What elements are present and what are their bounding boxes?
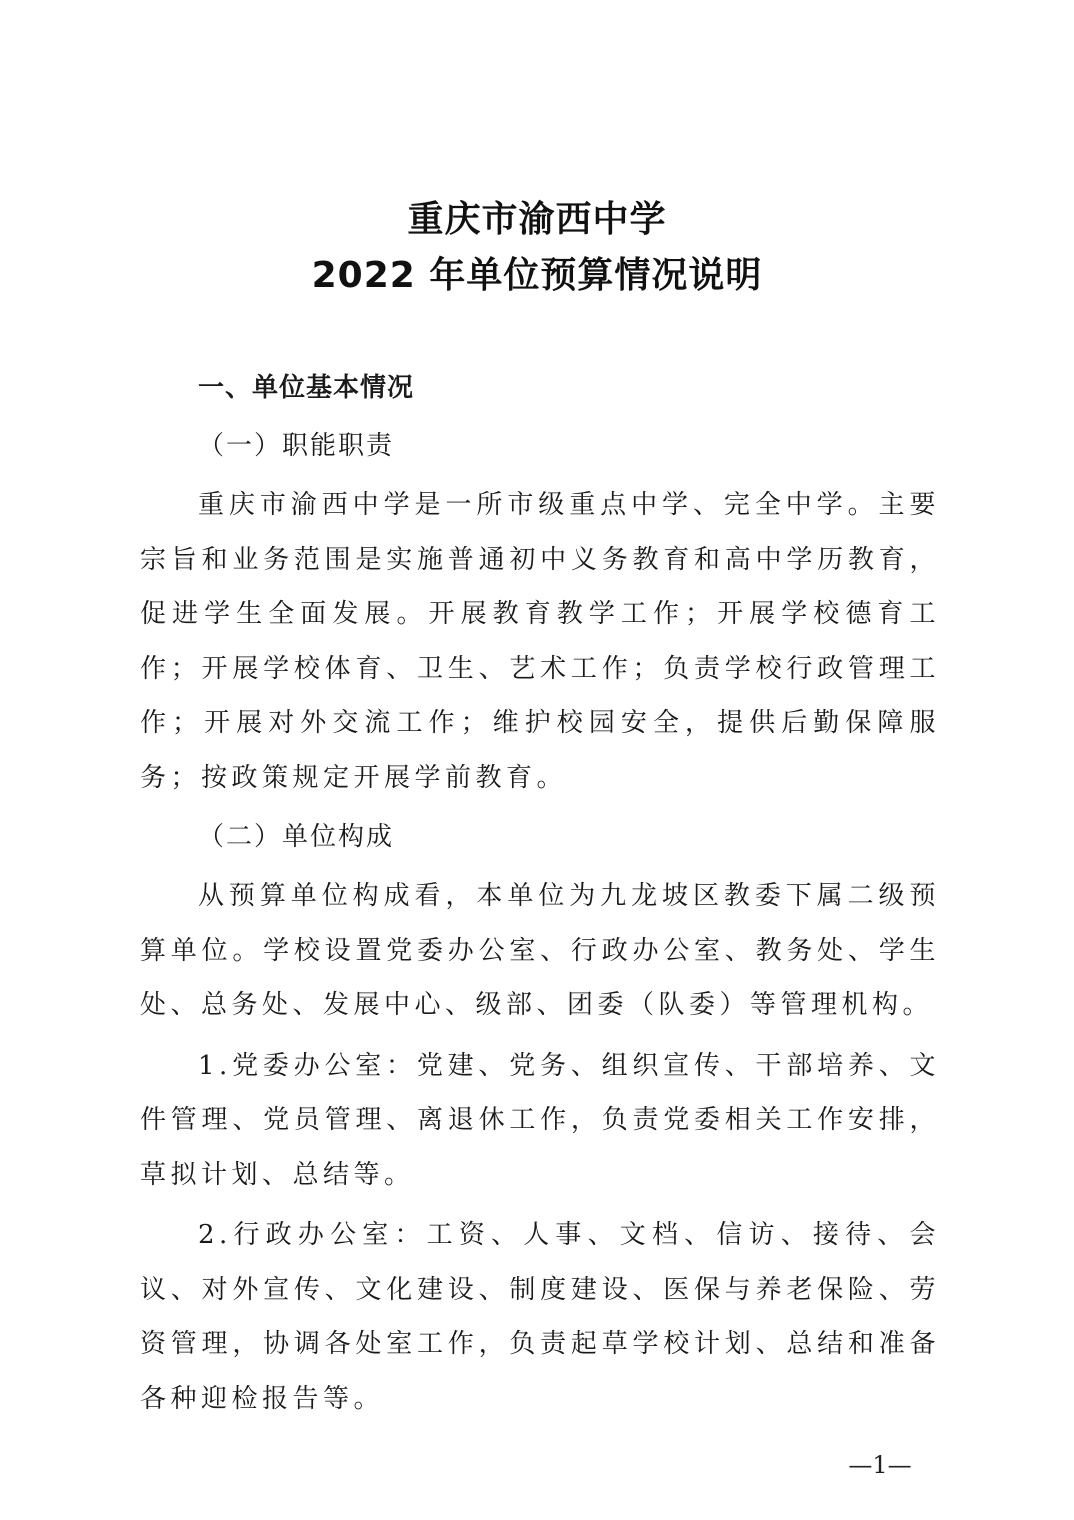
document-title-line1: 重庆市渝西中学 [407,199,667,240]
page-number: —1— [848,1451,912,1479]
paragraph-admin-office: 2.行政办公室：工资、人事、文档、信访、接待、会议、对外宣传、文化建设、制度建设、医保与养老保险、劳资管理，协调各处室工作，负责起草学校计划、总结和准备各种迎检报告等。 [140,1220,940,1414]
paragraph-composition: 从预算单位构成看，本单位为九龙坡区教委下属二级预算单位。学校设置党委办公室、行政办公室、教务处、学生处、总务处、发展中心、级部、团委（队委）等管理机构。 [140,881,940,1020]
subsection-heading-functions: （一）职能职责 [198,431,395,461]
document-body [140,362,940,1426]
paragraph-functions: 重庆市渝西中学是一所市级重点中学、完全中学。主要宗旨和业务范围是实施普通初中义务教育和高中学历教育，促进学生全面发展。开展教育教学工作；开展学校德育工作；开展学校体育、卫生、艺术工作；负责学校行政管理工作；开展对外交流工作；维护校园安全，提供后勤保障服务；按政策规定开展学前教育。 [140,490,940,793]
document-title-line2: 2022 年单位预算情况说明 [311,255,763,296]
section-heading-basic-info: 一、单位基本情况 [198,373,415,403]
subsection-heading-composition: （二）单位构成 [198,822,395,852]
paragraph-party-office: 1.党委办公室：党建、党务、组织宣传、干部培养、文件管理、党员管理、离退休工作，负责党委相关工作安排，草拟计划、总结等。 [140,1050,940,1190]
